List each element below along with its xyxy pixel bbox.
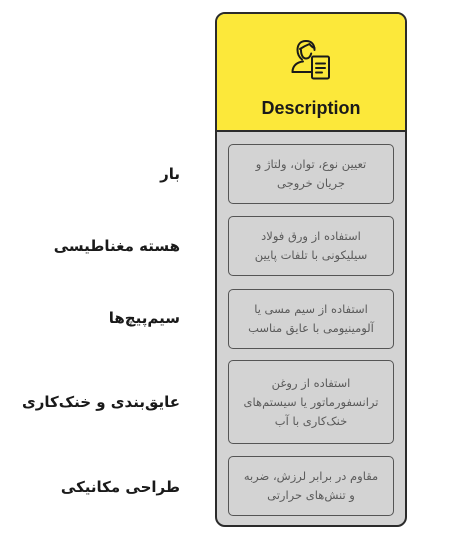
panel-title: Description xyxy=(261,98,361,118)
person-document-icon xyxy=(289,36,337,84)
row-4-label: عایق‌بندی و خنک‌کاری xyxy=(22,393,180,411)
row-1-label: بار xyxy=(160,165,180,183)
row-3-description: استفاده از سیم مسی یا آلومینیومی با عایق مناسب xyxy=(228,289,394,349)
row-5-description: مقاوم در برابر لرزش، ضربه و تنش‌های حرارتی xyxy=(228,456,394,516)
row-2-label: هسته مغناطیسی xyxy=(53,237,180,255)
row-4-description: استفاده از روغن ترانسفورماتور یا سیستم‌های خنک‌کاری با آب xyxy=(228,360,394,444)
row-3-label: سیم‌پیچ‌ها xyxy=(108,309,180,327)
row-1-description: تعیین نوع، توان، ولتاژ و جریان خروجی xyxy=(228,144,394,204)
panel-header xyxy=(217,14,405,132)
row-2-description: استفاده از ورق فولاد سیلیکونی با تلفات پایین xyxy=(228,216,394,276)
row-5-label: طراحی مکانیکی xyxy=(60,478,180,496)
description-panel xyxy=(215,12,407,527)
